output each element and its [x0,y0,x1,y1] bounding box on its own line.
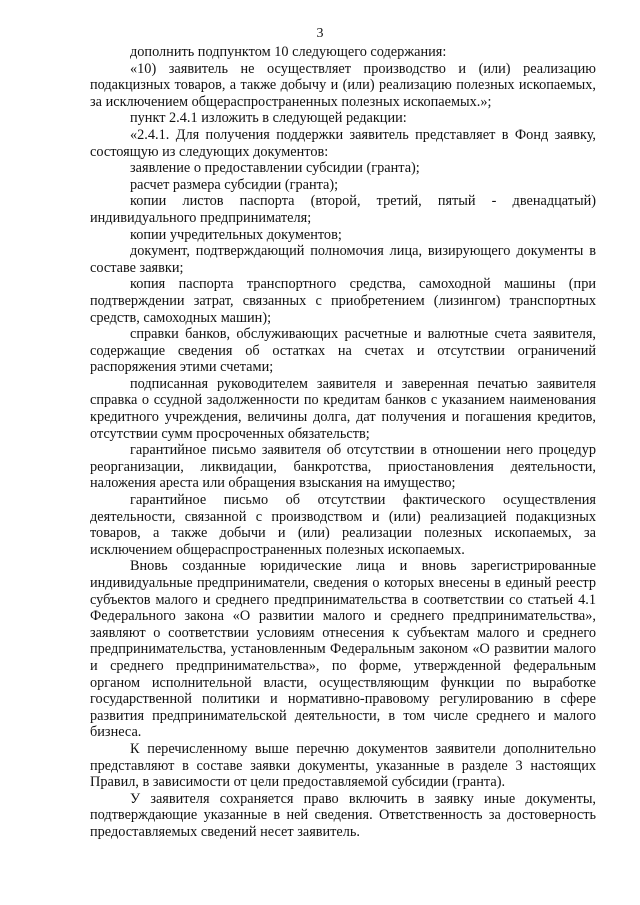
paragraph-16: К перечисленному выше перечню документов заявители дополнительно представляют в составе заявки документы, указанные в разделе 3 настоящих Правил, в зависимости от цели предоставляемой субсидии (гранта). [90,740,596,791]
paragraph-12: подписанная руководителем заявителя и заверенная печатью заявителя справка о ссудной задолженности по кредитам банков с указанием наименования кредитного учреждения, величины долга, дат получения и погашения кредитов, отсутствии сумм просроченных обязательств; [90,375,596,442]
paragraph-17: У заявителя сохраняется право включить в заявку иные документы, подтверждающие указанные в ней сведения. Ответственность за достоверность предоставляемых сведений несет заявитель. [90,790,596,840]
paragraph-4: «2.4.1. Для получения поддержки заявитель представляет в Фонд заявку, состоящую из следующих документов: [90,126,596,160]
paragraph-3: пункт 2.4.1 изложить в следующей редакции: [130,110,407,127]
document-body [90,44,596,841]
paragraph-15: Вновь созданные юридические лица и вновь зарегистрированные индивидуальные предприниматели, сведения о которых внесены в единый реестр субъектов малого и среднего предпринимательства в соответствии со статьей 4.1 Федерального закона «О развитии малого и среднего предпринимательства», заявляют о соответствии условиям отнесения к субъектам малого и среднего предпринимательства, установленным Федеральным законом «О развитии малого и среднего предпринимательства», по форме, утвержденной федеральным органом исполнительной власти, осуществляющим функции по выработке государственной политики и нормативно-правовому регулированию в сфере развития предпринимательской деятельности, в том числе среднего и малого бизнеса. [90,558,596,741]
paragraph-10: копия паспорта транспортного средства, самоходной машины (при подтверждении затрат, связанных с приобретением (лизингом) транспортных средств, самоходных машин); [90,276,596,326]
paragraph-7: копии листов паспорта (второй, третий, пятый - двенадцатый) индивидуального предпринимателя; [90,193,596,226]
paragraph-9: документ, подтверждающий полномочия лица, визирующего документы в составе заявки; [90,243,596,276]
paragraph-14: гарантийное письмо об отсутствии фактического осуществления деятельности, связанной с производством и (или) реализацией подакцизных товаров, а также добычи и (или) реализации полезных ископаемых, за исключением общераспространенных полезных ископаемых. [90,492,596,558]
paragraph-13: гарантийное письмо заявителя об отсутствии в отношении него процедур реорганизации, ликвидации, банкротства, приостановления деятельности, наложения ареста или обращения взыскания на имущество; [90,442,596,492]
paragraph-8: копии учредительных документов; [130,226,342,243]
paragraph-2: «10) заявитель не осуществляет производство и (или) реализацию подакцизных товаров, а также добычу и (или) реализацию полезных ископаемых, за исключением общераспространенных полезных ископаемых.»; [90,60,596,110]
paragraph-5: заявление о предоставлении субсидии (гранта); [130,160,420,177]
page-number: 3 [316,26,324,41]
paragraph-6: расчет размера субсидии (гранта); [130,176,339,193]
paragraph-11: справки банков, обслуживающих расчетные и валютные счета заявителя, содержащие сведения об остатках на счетах и отсутствии ограничений распоряжения этими счетами; [90,326,596,376]
paragraph-1: дополнить подпунктом 10 следующего содержания: [130,44,447,60]
